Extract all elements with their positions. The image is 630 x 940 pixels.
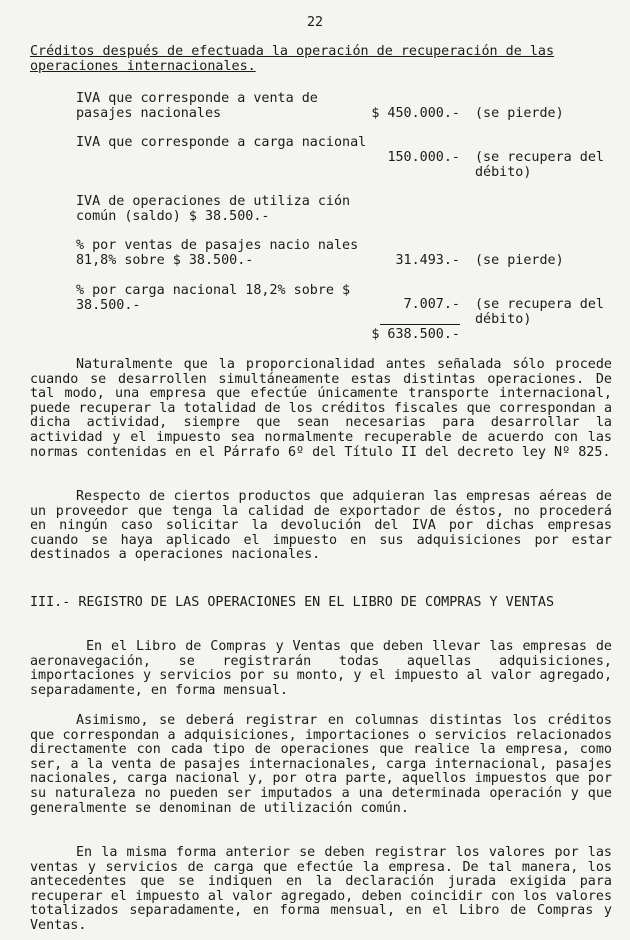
paragraph: Respecto de ciertos productos que adquieran las empresas aéreas de un proveedor que tenga la calidad de exportador de éstos, no procederá en ningún caso solicitar la devolución del IVA por dichas empresas cuando se haya aplicado el impuesto en sus adquisiciones por estar destinados a operaciones nacionales. [30,489,612,563]
item-amount: 31.493.- [395,253,460,268]
item-note: (se recupera del débito) [475,297,604,327]
total-amount: $ 638.500.- [371,327,460,342]
paragraph: En la misma forma anterior se deben registrar los valores por las ventas y servicios de carga que efectúe la empresa. De tal manera, los antecedentes que se indiquen en la declaración jurada exigida para recuperar el impuesto al valor agregado, deben coincidir con los valores totalizados separadamente, en forma mensual, en el Libro de Compras y Ventas. [30,845,612,933]
item-amount: $ 450.000.- [371,106,460,121]
item-text: IVA que corresponde a venta de pasajes nacionales [76,91,318,121]
item-note: (se recupera del débito) [475,150,604,180]
item-text: % por carga nacional 18,2% sobre $ 38.500.- [76,283,351,313]
paragraph: Asimismo, se deberá registrar en columnas distintas los créditos que correspondan a adquisiciones, importaciones o servicios relacionados directamente con cada tipo de operaciones que realice la empresa, como ser, a la venta de pasajes internacionales, carga internacional, pasajes nacionales, carga nacional y, por otra parte, aquellos impuestos que por su naturaleza no pueden ser imputados a una determinada operación y que generalmente se denominan de utilización común. [30,713,612,816]
section-heading: Créditos después de efectuada la operación de recuperación de las operaciones internacionales. [30,44,555,74]
item-note: (se pierde) [475,106,564,121]
section-title: III.- REGISTRO DE LAS OPERACIONES EN EL LIBRO DE COMPRAS Y VENTAS [30,595,555,610]
item-note: (se pierde) [475,253,564,268]
item-amount: 150.000.- [387,150,460,165]
paragraph: Naturalmente que la proporcionalidad antes señalada sólo procede cuando se desarrollen simultáneamente estas distintas operaciones. De tal modo, una empresa que efectúe únicamente transporte internacional, puede recuperar la totalidad de los créditos fiscales que correspondan a dicha actividad, siempre que sean necesarias para desarrollar la actividad y el impuesto sea normalmente recuperable de acuerdo con las normas contenidas en el Párrafo 6º del Título II del decreto ley Nº 825. [30,357,612,460]
item-text: IVA que corresponde a carga nacional [76,135,367,150]
item-text: IVA de operaciones de utiliza ción común (saldo) $ 38.500.- [76,194,351,224]
sum-rule [380,324,460,325]
page-number: 22 [306,15,324,30]
item-text: % por ventas de pasajes nacio nales 81,8% sobre $ 38.500.- [76,238,359,268]
item-amount: 7.007.- [403,297,460,312]
paragraph: En el Libro de Compras y Ventas que deben llevar las empresas de aeronavegación, se registrarán todas aquellas adquisiciones, importaciones y servicios por su monto, y el impuesto al valor agregado, separadamente, en forma mensual. [30,639,612,698]
